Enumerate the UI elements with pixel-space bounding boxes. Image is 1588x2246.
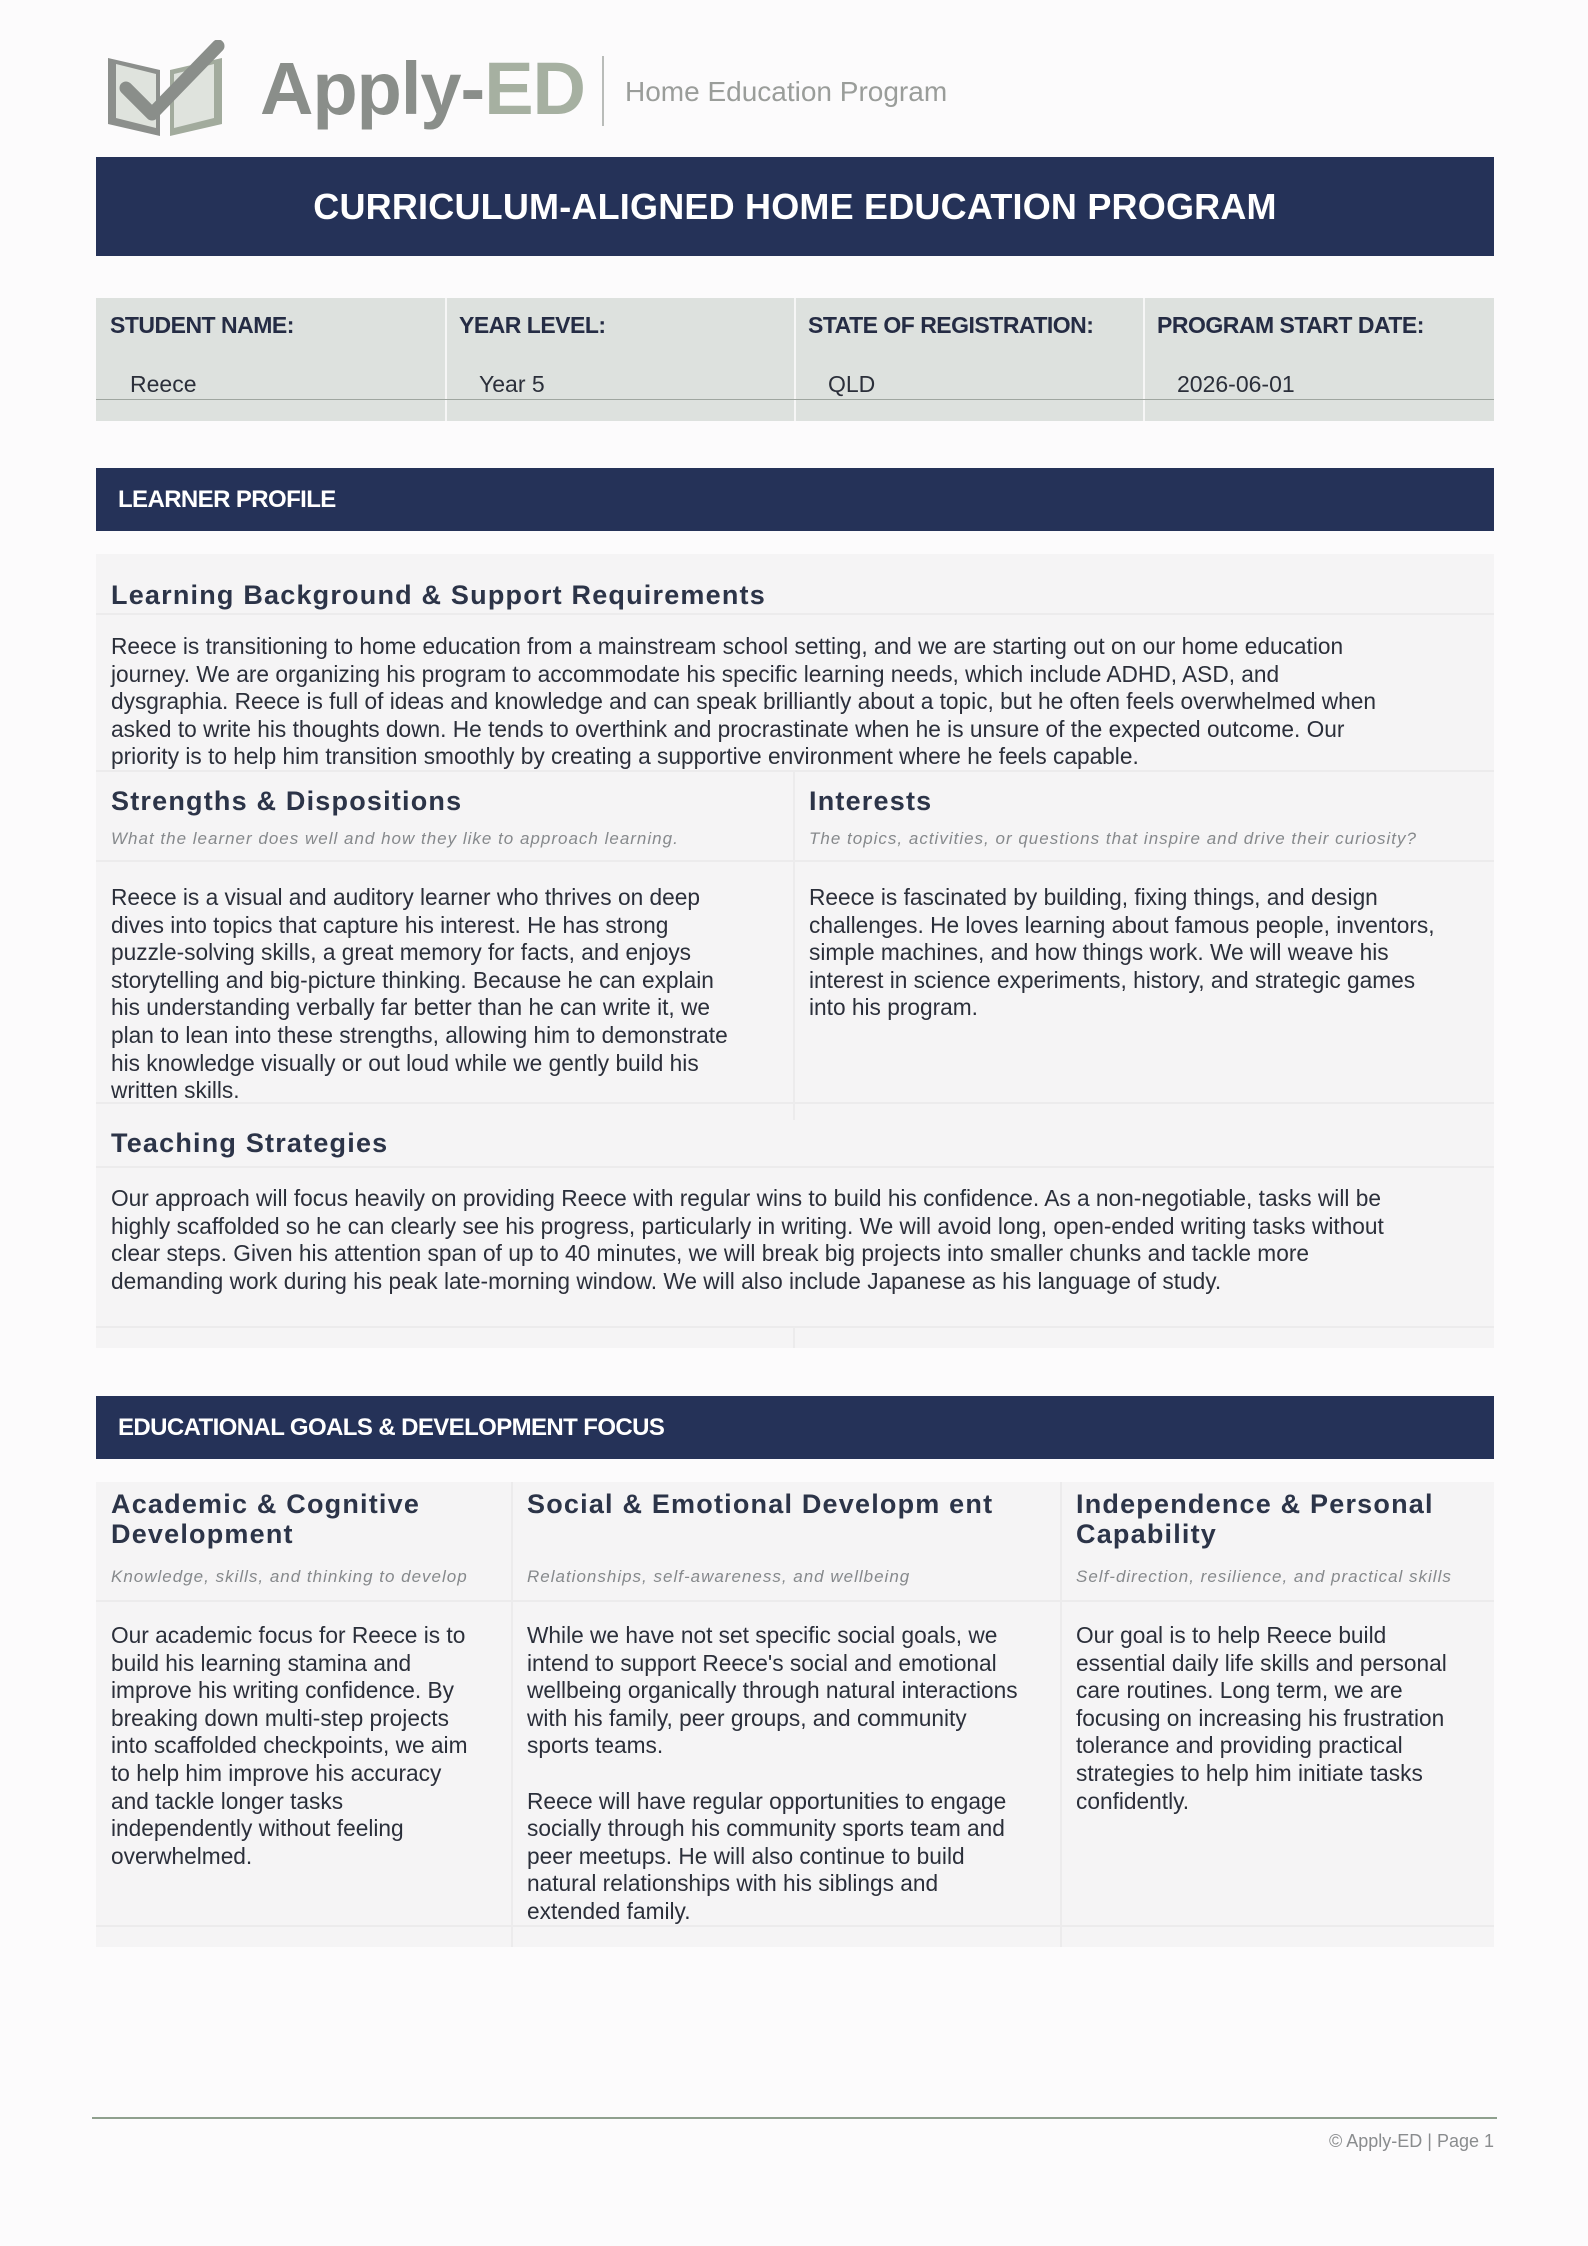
student-info-table	[96, 298, 1494, 421]
interests-note: The topics, activities, or questions that inspire and drive their curiosity?	[809, 829, 1417, 848]
state-cell	[794, 298, 1145, 421]
independence-heading: Independence & Personal Capability	[1076, 1489, 1434, 1549]
page-footer: © Apply-ED | Page 1	[1328, 2131, 1494, 2151]
start-date-cell	[1143, 298, 1494, 421]
page-title: CURRICULUM-ALIGNED HOME EDUCATION PROGRAM	[313, 186, 1277, 227]
field-underline	[445, 399, 794, 400]
academic-text: Our academic focus for Reece is to build his learning stamina and improve his writing confidence. By breaking down multi-step projects into scaffolded checkpoints, we aim to help him improve his accuracy and tackle longer tasks independently without feeling overwhelmed.	[111, 1622, 468, 1869]
book-check-logo-icon	[100, 40, 230, 140]
independence-note: Self-direction, resilience, and practical skills	[1076, 1567, 1452, 1586]
academic-note: Knowledge, skills, and thinking to develop	[111, 1567, 468, 1586]
independence-text: Our goal is to help Reece build essential daily life skills and personal care routines. Long term, we are focusing on increasing his frustration tolerance and providing practical strategies to help him initiate tasks confidently.	[1076, 1622, 1447, 1814]
state-value: QLD	[828, 371, 876, 397]
field-underline	[794, 399, 1143, 400]
brand-name-main: Apply-	[260, 47, 485, 130]
strengths-note: What the learner does well and how they like to approach learning.	[111, 829, 679, 848]
social-text: While we have not set specific social goals, we intend to support Reece's social and emotional wellbeing organically through natural interactions with his family, peer groups, and community sports teams. Reece will have regular opportunities to engage socially through his community sports team and peer meetups. He will also continue to build natural relationships with his siblings and extended family.	[527, 1622, 1018, 1924]
year-level-label: YEAR LEVEL:	[459, 312, 606, 338]
field-underline	[96, 399, 445, 400]
strengths-heading: Strengths & Dispositions	[111, 786, 463, 816]
divider	[96, 1166, 1494, 1168]
column-divider	[793, 1326, 795, 1348]
background-heading: Learning Background & Support Requirements	[111, 580, 766, 610]
goals-heading: EDUCATIONAL GOALS & DEVELOPMENT FOCUS	[118, 1414, 665, 1441]
divider	[96, 613, 1494, 615]
column-divider	[511, 1482, 513, 1947]
teaching-text: Our approach will focus heavily on providing Reece with regular wins to build his confidence. As a non-negotiable, tasks will be highly scaffolded so he can clearly see his progress, particularly in writing. We will avoid long, open-ended writing tasks without clear steps. Given his attention span of up to 40 minutes, we will break big projects into smaller chunks and tackle more demanding work during his peak late-morning window. We will also include Japanese as his language of study.	[111, 1185, 1384, 1294]
brand-name-accent: ED	[484, 47, 586, 130]
field-underline	[1143, 399, 1494, 400]
interests-heading: Interests	[809, 786, 933, 816]
year-level-cell	[445, 298, 796, 421]
student-name-value: Reece	[130, 371, 197, 397]
start-date-label: PROGRAM START DATE:	[1157, 312, 1424, 338]
divider	[96, 1326, 1494, 1328]
learner-profile-heading: LEARNER PROFILE	[118, 486, 336, 513]
footer-divider	[92, 2117, 1497, 2119]
social-note: Relationships, self-awareness, and wellbeing	[527, 1567, 911, 1586]
background-text: Reece is transitioning to home education from a mainstream school setting, and we are starting out on our home education journey. We are organizing his program to accommodate his specific learning needs, which include ADHD, ASD, and dysgraphia. Reece is full of ideas and knowledge and can speak brilliantly about a topic, but he often feels overwhelmed when asked to write his thoughts down. He tends to overthink and procrastinate when he is unsure of the expected outcome. Our priority is to help him transition smoothly by creating a supportive environment where he feels capable.	[111, 633, 1376, 770]
logo-divider	[602, 56, 604, 126]
goals-banner	[96, 1396, 1494, 1459]
year-level-value: Year 5	[479, 371, 545, 397]
student-name-cell	[96, 298, 447, 421]
academic-heading: Academic & Cognitive Development	[111, 1489, 421, 1549]
learner-profile-banner	[96, 468, 1494, 531]
social-heading: Social & Emotional Developm ent	[527, 1489, 994, 1519]
student-name-label: STUDENT NAME:	[110, 312, 294, 338]
brand-tagline: Home Education Program	[625, 76, 948, 107]
strengths-text: Reece is a visual and auditory learner who thrives on deep dives into topics that capture his interest. He has strong puzzle-solving skills, a great memory for facts, and enjoys storytelling and big-picture thinking. Because he can explain his understanding verbally far better than he can write it, we plan to lean into these strengths, allowing him to demonstrate his knowledge visually or out loud while we gently build his written skills.	[111, 884, 728, 1104]
state-label: STATE OF REGISTRATION:	[808, 312, 1094, 338]
brand-name	[260, 44, 585, 134]
interests-text: Reece is fascinated by building, fixing things, and design challenges. He loves learning about famous people, inventors, simple machines, and how things work. We will weave his interest in science experiments, history, and strategic games into his program.	[809, 884, 1435, 1021]
divider	[96, 860, 1494, 862]
start-date-value: 2026-06-01	[1177, 371, 1295, 397]
divider	[96, 1600, 1494, 1602]
column-divider	[793, 770, 795, 1120]
teaching-heading: Teaching Strategies	[111, 1128, 389, 1158]
